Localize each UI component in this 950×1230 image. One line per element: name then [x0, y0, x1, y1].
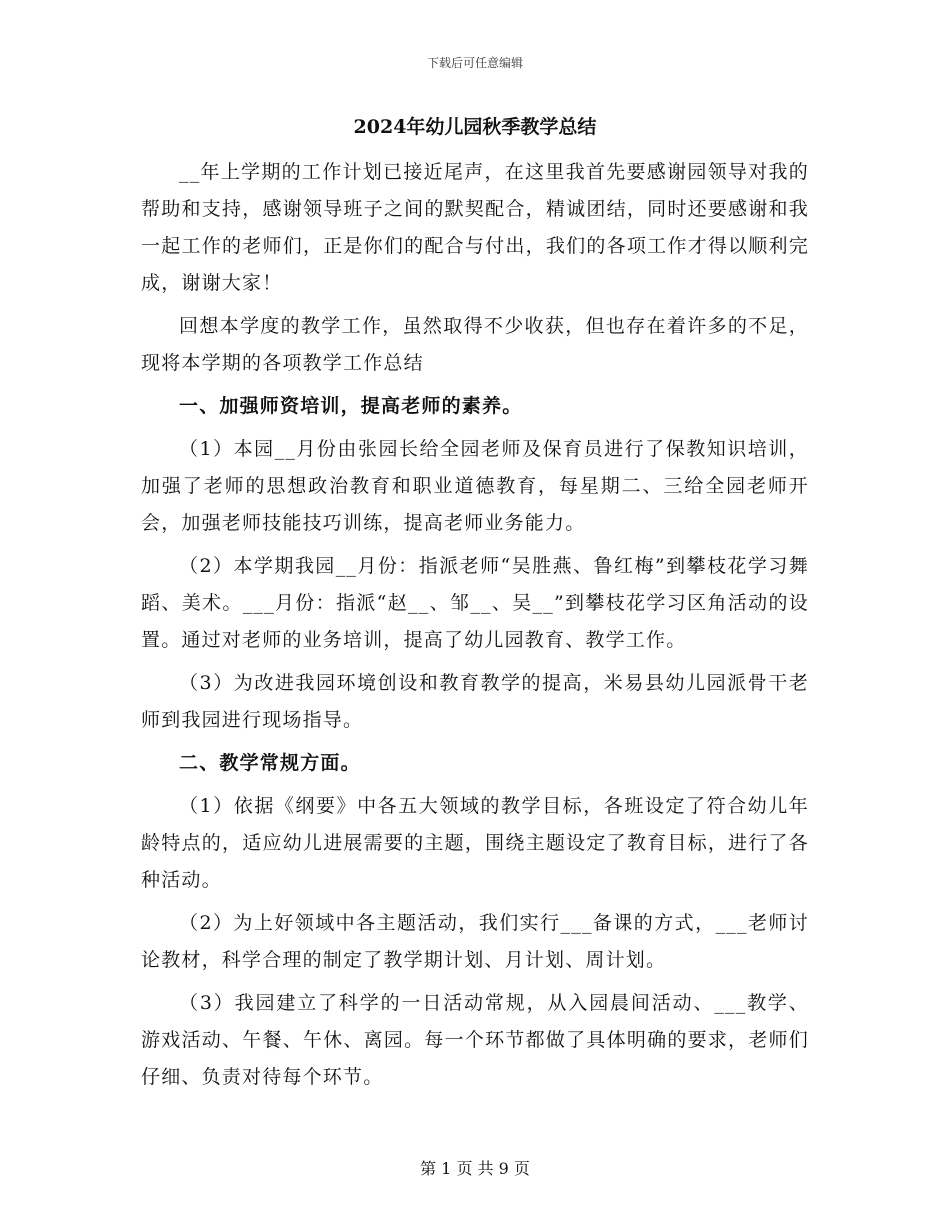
- section-item: （2）为上好领域中各主题活动，我们实行___备课的方式，___老师讨论教材，科学合理的制定了教学期计划、月计划、周计划。: [141, 912, 809, 971]
- header-note: 下载后可任意编辑: [426, 56, 523, 70]
- section-item: （3）我园建立了科学的一日活动常规，从入园晨间活动、___教学、游戏活动、午餐、午休、离园。每一个环节都做了具体明确的要求，老师们仔细、负责对待每个环节。: [141, 992, 809, 1088]
- intro-paragraph: __年上学期的工作计划已接近尾声，在这里我首先要感谢园领导对我的帮助和支持，感谢领导班子之间的默契配合，精诚团结，同时还要感谢和我一起工作的老师们，正是你们的配合与付出，我们的各项工作才得以顺利完成，谢谢大家！: [141, 161, 809, 294]
- section-item: （1）本园__月份由张园长给全园老师及保育员进行了保教知识培训，加强了老师的思想政治教育和职业道德教育，每星期二、三给全园老师开会，加强老师技能技巧训练，提高老师业务能力。: [141, 438, 809, 534]
- page-number: 第 1 页 共 9 页: [420, 1159, 530, 1178]
- section-item: （1）依据《纲要》中各五大领域的教学目标，各班设定了符合幼儿年龄特点的，适应幼儿进展需要的主题，围绕主题设定了教育目标，进行了各种活动。: [141, 795, 809, 891]
- section-item: （2）本学期我园__月份：指派老师“吴胜燕、鲁红梅”到攀枝花学习舞蹈、美术。___月份：指派“赵__、邹__、吴__”到攀枝花学习区角活动的设置。通过对老师的业务培训，提高了幼儿园教育、教学工作。: [141, 555, 809, 651]
- section-heading: 二、教学常规方面。: [179, 752, 361, 774]
- document-body: [141, 112, 809, 1102]
- document-title: 2024年幼儿园秋季教学总结: [353, 116, 597, 138]
- intro-paragraph: 回想本学度的教学工作，虽然取得不少收获，但也存在着许多的不足，现将本学期的各项教学工作总结: [141, 315, 809, 374]
- section-item: （3）为改进我园环境创设和教育教学的提高，米易县幼儿园派骨干老师到我园进行现场指导。: [141, 672, 809, 731]
- section-heading: 一、加强师资培训，提高老师的素养。: [179, 395, 523, 417]
